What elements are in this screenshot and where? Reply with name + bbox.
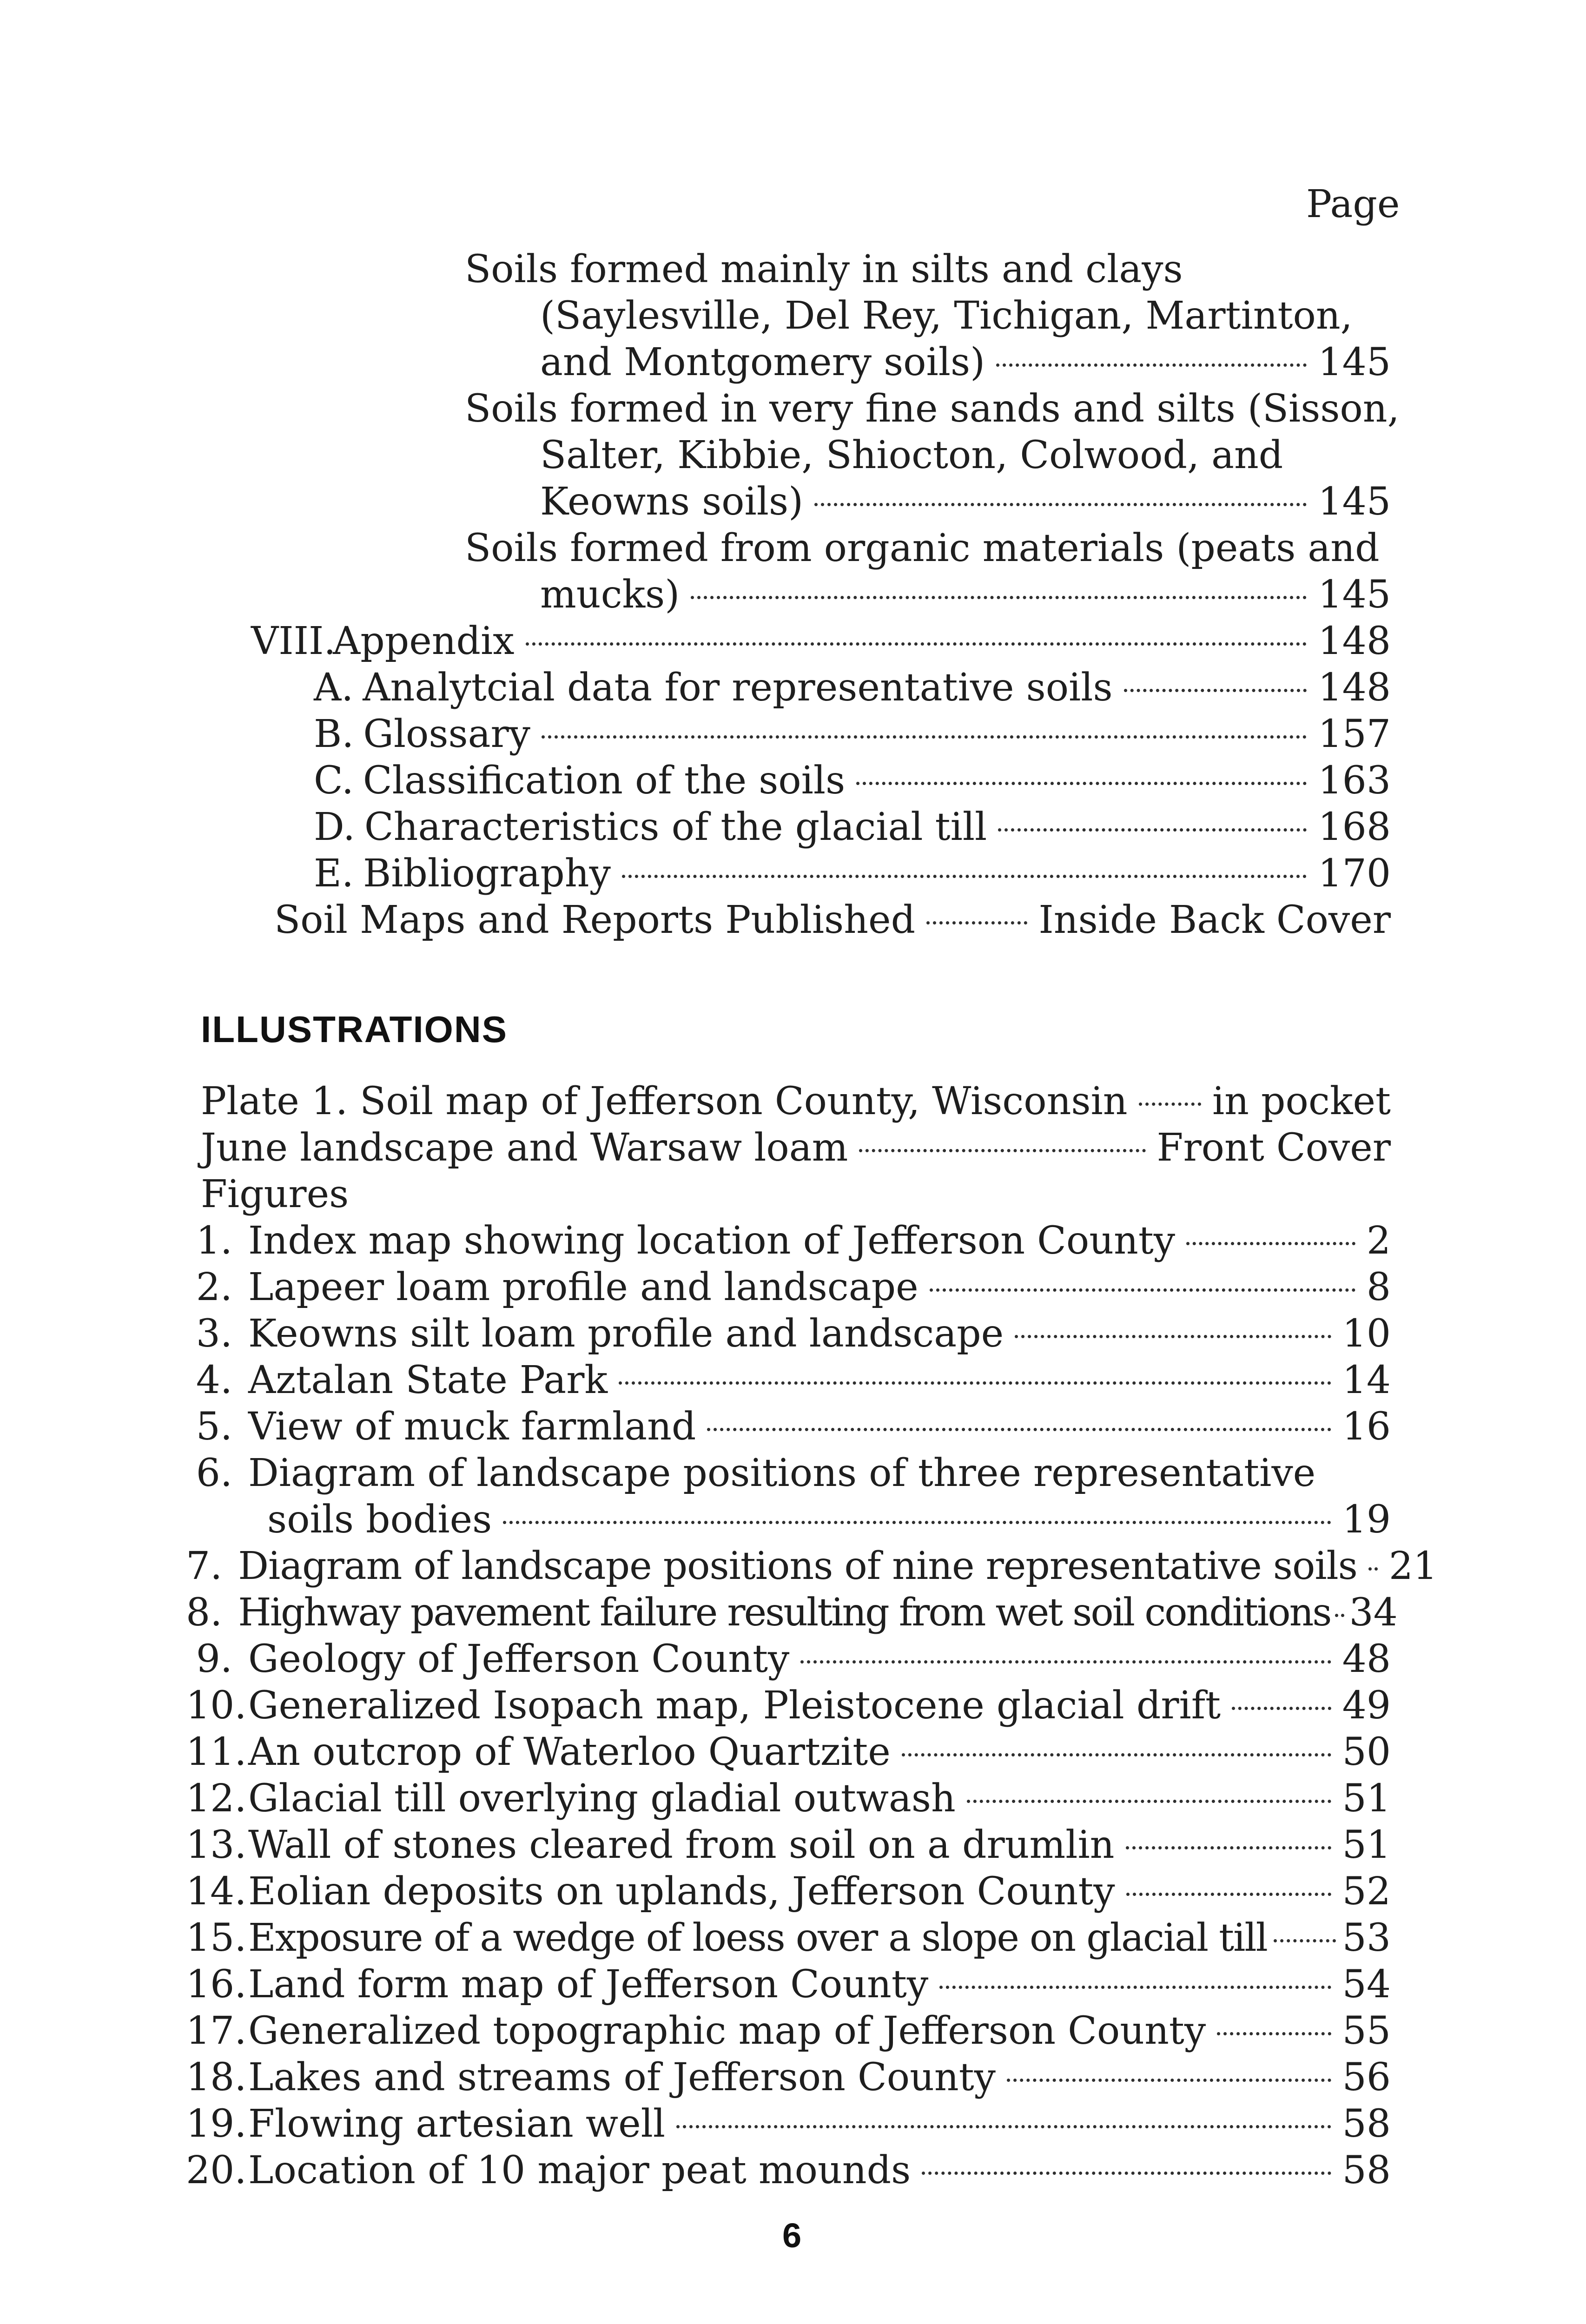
figure-number: 7. [186,1544,223,1588]
figure-page: 8 [1366,1265,1391,1309]
figure-number: 5. [196,1405,232,1449]
figure-entry: 15. Exposure of a wedge of loess over a slope on glacial till 53 [186,1915,1391,1961]
page-number: 6 [782,2216,802,2255]
dot-leader [1015,1335,1331,1338]
toc-entry-organic-line1: Soils formed from organic materials (peats and [465,526,1380,570]
illustrations-heading: ILLUSTRATIONS [201,1009,508,1050]
figure-page: 52 [1342,1869,1391,1914]
toc-entry-fine-sands-line2: Salter, Kibbie, Shiocton, Colwood, and [540,433,1283,477]
dot-leader [619,1381,1331,1385]
figure-entry: 17. Generalized topographic map of Jefferson County 55 [186,2008,1391,2054]
figure-page: 58 [1342,2148,1391,2192]
toc-page-number: Inside Back Cover [1038,898,1391,942]
figure-entry: 19. Flowing artesian well 58 [186,2101,1391,2147]
illustration-entry-june: June landscape and Warsaw loam Front Cover [201,1125,1391,1171]
toc-entry-fine-sands-line3: Keowns soils) 145 [540,479,1391,525]
figure-number: 13. [186,1823,247,1867]
figure-page: 16 [1342,1405,1391,1449]
figure-number: 6. [196,1451,232,1495]
illustration-page-ref: Front Cover [1156,1126,1391,1170]
dot-leader [1007,2079,1331,2082]
toc-page-number: 145 [1318,340,1391,384]
figure-entry: 18. Lakes and streams of Jefferson County 56 [186,2054,1391,2101]
figure-number: 3. [196,1312,232,1356]
page-column-label: Page [1306,182,1400,226]
dot-leader [926,921,1027,924]
figure-page: 55 [1342,2009,1391,2053]
figure-entry: 14. Eolian deposits on uplands, Jefferson County 52 [186,1868,1391,1915]
toc-item-letter: E. [314,852,354,896]
toc-page-number: 145 [1318,573,1391,617]
figure-entry: 5. View of muck farmland 16 [186,1404,1391,1450]
figure-number: 1. [196,1219,232,1263]
figure-number: 10. [186,1684,247,1728]
toc-item-letter: D. [314,805,355,849]
figure-page: 56 [1342,2055,1391,2100]
toc-section-numeral: VIII. [251,619,336,663]
figure-entry: 3. Keowns silt loam profile and landscape 10 [186,1311,1391,1357]
toc-entry-fine-sands-line1: Soils formed in very fine sands and silts (Sisson, [465,387,1400,431]
toc-page-number: 148 [1318,619,1391,663]
figure-number: 2. [196,1265,232,1309]
figure-page: 34 [1349,1591,1398,1635]
dot-leader [814,503,1307,506]
figure-entry: 4. Aztalan State Park 14 [186,1357,1391,1404]
figure-number: 4. [196,1358,232,1402]
figure-page: 58 [1342,2102,1391,2146]
toc-appendix-item-b: B. Glossary 157 [314,711,1391,758]
dot-leader [859,1149,1145,1152]
dot-leader [1232,1707,1331,1710]
figure-number: 8. [186,1591,223,1635]
figure-entry: 6. Diagram of landscape positions of three representative [186,1450,1315,1497]
figures-label: Figures [201,1172,349,1216]
dot-leader [996,363,1307,367]
dot-leader [1139,1103,1201,1106]
dot-leader [998,828,1307,832]
figure-entry: 11. An outcrop of Waterloo Quartzite 50 [186,1729,1391,1776]
dot-leader [930,1288,1355,1292]
toc-page-number: 163 [1318,759,1391,803]
dot-leader [542,735,1307,739]
toc-appendix-item-d: D. Characteristics of the glacial till 168 [314,804,1391,851]
toc-item-letter: C. [314,759,354,803]
toc-entry-organic-line2: mucks) 145 [540,572,1391,618]
figure-number: 14. [186,1869,247,1914]
figure-page: 48 [1342,1637,1391,1681]
figure-entry: 16. Land form map of Jefferson County 54 [186,1961,1391,2008]
toc-page-number: 157 [1318,712,1391,756]
figure-entry: 8. Highway pavement failure resulting from wet soil conditions 34 [186,1590,1391,1636]
dot-leader [902,1753,1331,1756]
dot-leader [503,1521,1331,1524]
dot-leader [856,782,1307,785]
figure-page: 49 [1342,1684,1391,1728]
dot-leader [939,1986,1331,1989]
dot-leader [922,2172,1331,2175]
toc-appendix-item-e: E. Bibliography 170 [314,851,1391,897]
toc-entry-silts-clays-line1: Soils formed mainly in silts and clays [465,247,1183,291]
dot-leader [691,596,1307,599]
toc-page-number: 168 [1318,805,1391,849]
figure-entry: 10. Generalized Isopach map, Pleistocene glacial drift 49 [186,1683,1391,1729]
dot-leader [1186,1242,1355,1245]
figure-page: 14 [1342,1358,1391,1402]
toc-page-number: 170 [1318,852,1391,896]
toc-entry-silts-clays-line3: and Montgomery soils) 145 [540,339,1391,386]
toc-item-letter: B. [314,712,354,756]
figure-number: 20. [186,2148,247,2192]
dot-leader [967,1800,1331,1803]
figure-entry: 13. Wall of stones cleared from soil on a drumlin 51 [186,1822,1391,1868]
toc-entry-silts-clays-line2: (Saylesville, Del Rey, Tichigan, Martinton, [540,294,1353,338]
figure-number: 15. [186,1916,247,1960]
figure-page: 53 [1342,1916,1391,1960]
dot-leader [1274,1939,1336,1942]
figure-entry: 2. Lapeer loam profile and landscape 8 [186,1264,1391,1311]
figure-entry: 20. Location of 10 major peat mounds 58 [186,2147,1391,2194]
toc-page-number: 148 [1318,666,1391,710]
figure-page: 19 [1342,1498,1391,1542]
figure-entry: 1. Index map showing location of Jefferson County 2 [186,1218,1391,1264]
figure-page: 2 [1366,1219,1391,1263]
dot-leader [622,875,1307,878]
figure-page: 10 [1342,1312,1391,1356]
figure-number: 11. [186,1730,247,1774]
figure-number: 12. [186,1776,247,1821]
figure-page: 51 [1342,1823,1391,1867]
illustration-entry-plate: Plate 1. Soil map of Jefferson County, Wisconsin in pocket [201,1078,1391,1125]
figure-entry-continuation: soils bodies 19 [267,1497,1391,1543]
toc-page-number: 145 [1318,480,1391,524]
dot-leader [1335,1614,1344,1617]
figure-number: 18. [186,2055,247,2100]
figure-number: 16. [186,1962,247,2007]
dot-leader [707,1428,1331,1431]
dot-leader [1217,2032,1331,2035]
figure-entry: 12. Glacial till overlying gladial outwash 51 [186,1776,1391,1822]
dot-leader [1368,1567,1378,1571]
toc-entry-soil-maps: Soil Maps and Reports Published Inside Back Cover [274,897,1391,944]
illustration-page-ref: in pocket [1212,1079,1391,1123]
dot-leader [526,642,1307,646]
dot-leader [1126,1893,1331,1896]
figure-number: 19. [186,2102,247,2146]
figure-number: 17. [186,2009,247,2053]
toc-appendix-item-c: C. Classification of the soils 163 [314,758,1391,804]
dot-leader [1124,689,1307,692]
dot-leader [800,1660,1331,1664]
toc-appendix-item-a: A. Analytcial data for representative soils 148 [314,665,1391,711]
figure-entry: 9. Geology of Jefferson County 48 [186,1636,1391,1683]
figure-page: 50 [1342,1730,1391,1774]
toc-entry-appendix: VIII. Appendix 148 [251,618,1391,665]
figure-entry: 7. Diagram of landscape positions of nine representative soils 21 [186,1543,1391,1590]
toc-item-letter: A. [314,666,354,710]
figure-page: 54 [1342,1962,1391,2007]
dot-leader [1126,1846,1331,1849]
figure-page: 21 [1388,1544,1438,1588]
figure-page: 51 [1342,1776,1391,1821]
figure-number: 9. [196,1637,232,1681]
dot-leader [676,2125,1331,2128]
